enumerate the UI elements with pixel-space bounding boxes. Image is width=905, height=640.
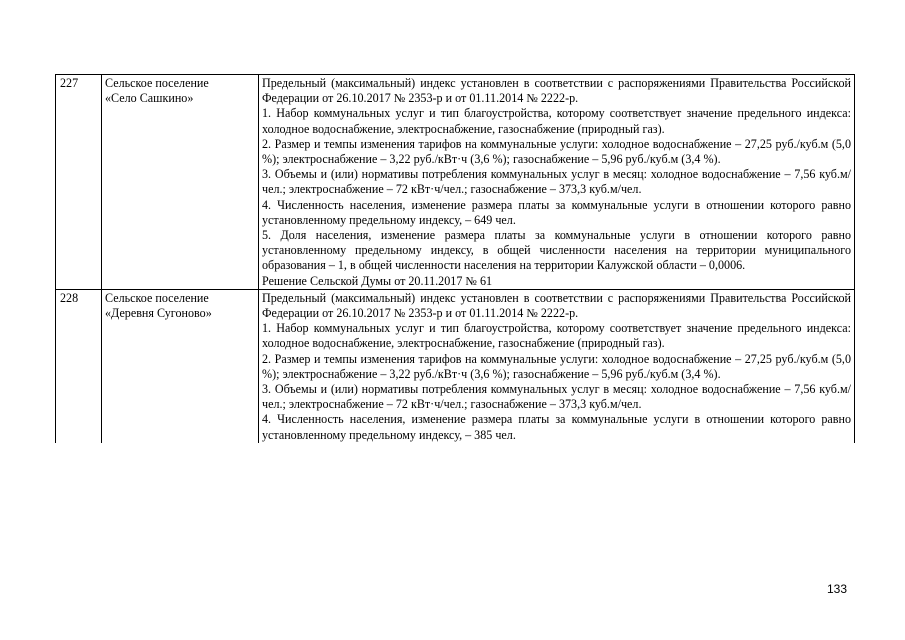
municipality-type: Сельское поселение — [105, 76, 209, 90]
table-row — [56, 289, 855, 443]
row-number: 227 — [56, 75, 102, 290]
paragraph: 4. Численность населения, изменение размера платы за коммунальные услуги в отношении которого равно установленному предельному индексу, – 385 чел. — [262, 412, 851, 442]
index-description-cell — [259, 289, 855, 443]
paragraph: 5. Доля населения, изменение размера платы за коммунальные услуги в отношении которого равно установленному предельному индексу, в общей численности населения на территории муниципального образования – 1, в общей численности населения на территории Калужской области – 0,0006. — [262, 228, 851, 273]
paragraph: 2. Размер и темпы изменения тарифов на коммунальные услуги: холодное водоснабжение – 27,25 руб./куб.м (5,0 %); электроснабжение – 3,22 руб./кВт·ч (3,6 %); газоснабжение – 5,96 руб./куб.м (3,4 %). — [262, 351, 851, 381]
index-description-cell — [259, 75, 855, 290]
paragraph: 2. Размер и темпы изменения тарифов на коммунальные услуги: холодное водоснабжение – 27,25 руб./куб.м (5,0 %); электроснабжение – 3,22 руб./кВт·ч (3,6 %); газоснабжение – 5,96 руб./куб.м (3,4 %). — [262, 136, 851, 167]
paragraph: 4. Численность населения, изменение размера платы за коммунальные услуги в отношении которого равно установленному предельному индексу, – 649 чел. — [262, 197, 851, 227]
paragraph: Предельный (максимальный) индекс установлен в соответствии с распоряжениями Правительства Российской Федерации от 26.10.2017 № 2353-р и от 01.11.2014 № 2222-р. — [262, 290, 851, 321]
decision-reference: Решение Сельской Думы от 20.11.2017 № 61 — [262, 273, 493, 288]
paragraph: 1. Набор коммунальных услуг и тип благоустройства, которому соответствует значение предельного индекса: холодное водоснабжение, электроснабжение, газоснабжение (природный газ). — [262, 321, 851, 351]
municipality-name-cell — [102, 289, 259, 443]
municipality-type: Сельское поселение — [105, 290, 209, 305]
paragraph: Предельный (максимальный) индекс установлен в соответствии с распоряжениями Правительства Российской Федерации от 26.10.2017 № 2353-р и от 01.11.2014 № 2222-р. — [262, 76, 851, 106]
municipality-name: «Село Сашкино» — [105, 91, 194, 106]
page-number: 133 — [826, 582, 847, 596]
municipal-index-table — [55, 74, 855, 443]
municipality-name-cell — [102, 75, 259, 290]
paragraph: 3. Объемы и (или) нормативы потребления коммунальных услуг в месяц: холодное водоснабжение – 7,56 куб.м/чел.; электроснабжение – 72 кВт·ч/чел.; газоснабжение – 373,3 куб.м/чел. — [262, 382, 851, 412]
row-number: 228 — [56, 289, 102, 443]
municipality-name: «Деревня Сугоново» — [105, 306, 212, 321]
paragraph: 3. Объемы и (или) нормативы потребления коммунальных услуг в месяц: холодное водоснабжение – 7,56 куб.м/чел.; электроснабжение – 72 кВт·ч/чел.; газоснабжение – 373,3 куб.м/чел. — [262, 167, 851, 197]
paragraph: 1. Набор коммунальных услуг и тип благоустройства, которому соответствует значение предельного индекса: холодное водоснабжение, электроснабжение, газоснабжение (природный газ). — [262, 106, 851, 136]
table-row — [56, 75, 855, 290]
